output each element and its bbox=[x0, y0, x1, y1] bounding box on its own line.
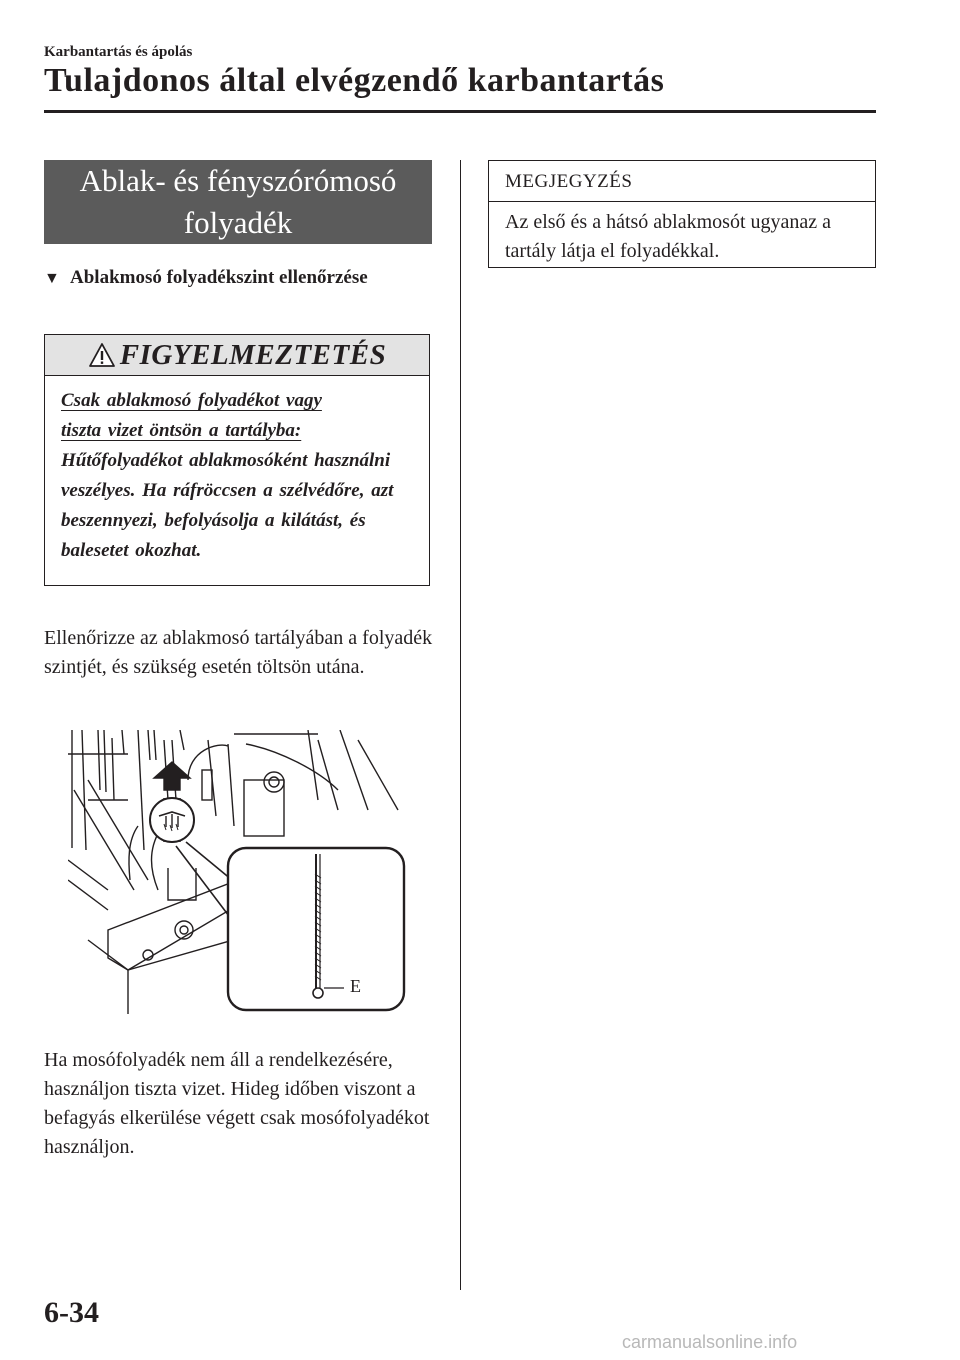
warning-box bbox=[44, 334, 430, 586]
note-box bbox=[488, 160, 876, 268]
warning-lead-line-1: Csak ablakmosó folyadékot vagy bbox=[61, 390, 322, 411]
warning-body bbox=[45, 376, 429, 566]
warning-header bbox=[45, 335, 429, 376]
washer-reservoir-illustration bbox=[68, 730, 408, 1014]
watermark: carmanualsonline.info bbox=[622, 1332, 798, 1352]
section-title: Ablak- és fényszórómosó folyadék bbox=[79, 163, 397, 240]
page-title: Tulajdonos által elvégzendő karbantartás bbox=[44, 62, 665, 99]
triangle-bullet-icon: ▼ bbox=[44, 270, 60, 287]
section-title-box bbox=[44, 160, 432, 244]
page-number: 6-34 bbox=[44, 1296, 99, 1329]
section-label: Karbantartás és ápolás bbox=[44, 44, 193, 60]
water-substitute-paragraph: Ha mosófolyadék nem áll a rendelkezésére, használjon tiszta vizet. Hideg időben viszont a befagyás elkerülése végett csak mosófolyadékot használjon. bbox=[44, 1049, 430, 1158]
callout-label-e: E bbox=[350, 976, 361, 996]
note-body: Az első és a hátsó ablakmosót ugyanaz a tartály látja el folyadékkal. bbox=[505, 211, 832, 262]
warning-title: FIGYELMEZTETÉS bbox=[119, 338, 387, 371]
warning-lead-line-2: tiszta vizet öntsön a tartályba: bbox=[61, 420, 302, 441]
warning-text: Hűtőfolyadékot ablakmosóként használni veszélyes. Ha ráfröccsen a szélvédőre, azt beszennyezi, befolyásolja a kilátást, és balesetet okozhat. bbox=[61, 450, 394, 561]
subheading-text: Ablakmosó folyadékszint ellenőrzése bbox=[70, 267, 368, 288]
heading-rule bbox=[44, 110, 876, 113]
instruction-paragraph: Ellenőrizze az ablakmosó tartályában a folyadék szintjét, és szükség esetén töltsön utána. bbox=[44, 627, 433, 678]
warning-triangle-icon bbox=[88, 342, 116, 368]
note-title: MEGJEGYZÉS bbox=[489, 161, 875, 202]
column-divider bbox=[460, 160, 461, 1290]
subheading bbox=[44, 264, 434, 293]
